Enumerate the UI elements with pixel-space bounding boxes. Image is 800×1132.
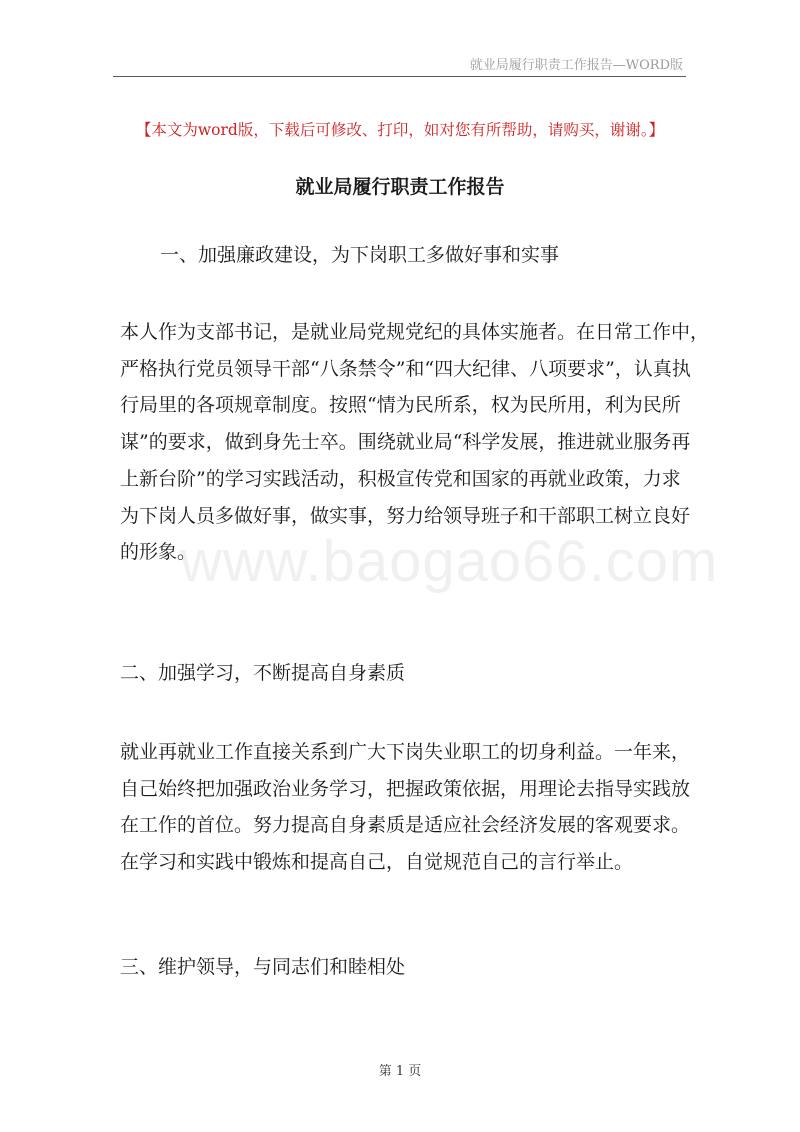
section-heading-1: 一、加强廉政建设，为下岗职工多做好事和实事 xyxy=(160,244,560,266)
section-paragraph-2 xyxy=(120,734,690,881)
paragraph-line: 就业再就业工作直接关系到广大下岗失业职工的切身利益。一年来， xyxy=(120,741,691,763)
header-divider xyxy=(113,76,686,77)
section-paragraph-1 xyxy=(120,314,710,571)
paragraph-line: 自己始终把加强政治业务学习，把握政策依据，用理论去指导实践放 xyxy=(120,777,691,800)
watermark: www.baogao66.com xyxy=(180,529,719,594)
paragraph-line: 的形象。 xyxy=(120,541,197,564)
paragraph-line: 在学习和实践中锻炼和提高自己，自觉规范自己的言行举止。 xyxy=(120,851,634,874)
paragraph-line: 为下岗人员多做好事，做实事，努力给领导班子和干部职工树立良好 xyxy=(120,504,691,527)
page-number: 第 1 页 xyxy=(378,1064,422,1079)
section-heading-3: 三、维护领导，与同志们和睦相处 xyxy=(120,956,406,978)
paragraph-line: 上新台阶”的学习实践活动，积极宣传党和国家的再就业政策，力求 xyxy=(120,467,681,490)
paragraph-line: 谋”的要求，做到身先士卒。围绕就业局“科学发展，推进就业服务再 xyxy=(120,431,691,454)
paragraph-line: 本人作为支部书记，是就业局党规党纪的具体实施者。在日常工作中， xyxy=(120,321,710,343)
running-header: 就业局履行职责工作报告—WORD版 xyxy=(469,58,683,73)
paragraph-line: 行局里的各项规章制度。按照“情为民所系，权为民所用，利为民所 xyxy=(120,394,681,417)
section-heading-2: 二、加强学习，不断提高自身素质 xyxy=(120,662,406,684)
paragraph-line: 严格执行党员领导干部“八条禁令”和“四大纪律、八项要求”，认真执 xyxy=(120,357,691,380)
document-title: 就业局履行职责工作报告 xyxy=(295,176,505,198)
paragraph-line: 在工作的首位。努力提高自身素质是适应社会经济发展的客观要求。 xyxy=(120,814,691,837)
download-notice: 【本文为word版，下载后可修改、打印，如对您有所帮助，请购买，谢谢。】 xyxy=(135,121,665,139)
